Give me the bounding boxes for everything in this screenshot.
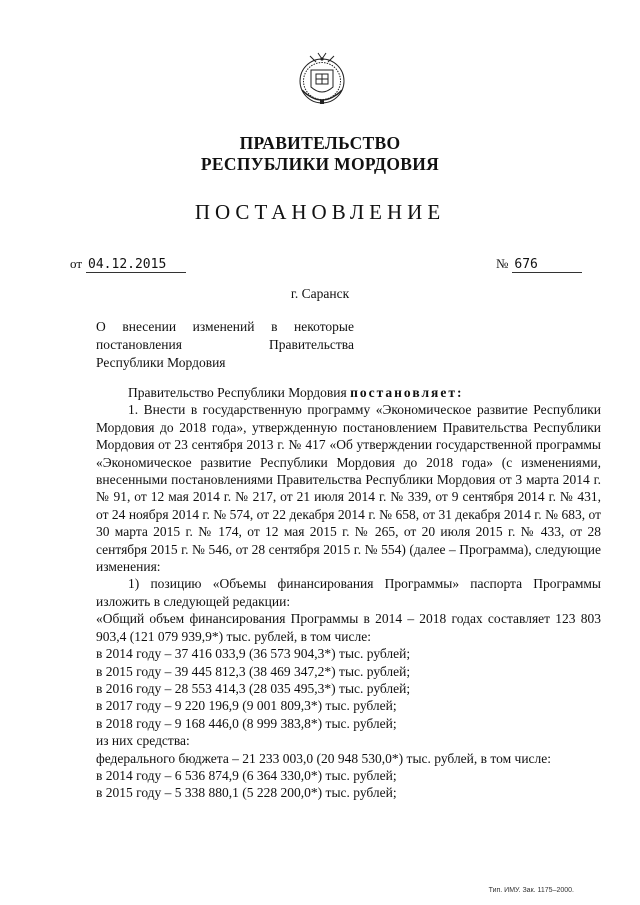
preamble — [96, 384, 601, 401]
preamble-decision: постановляет: — [350, 385, 464, 400]
city: г. Саранск — [290, 286, 350, 301]
federal-budget-line: федерального бюджета – 21 233 003,0 (20 948 530,0*) тыс. рублей, в том числе: — [96, 750, 552, 766]
print-mark: Тип. ИМУ. Зак. 1175–2000. — [488, 887, 574, 894]
funding-year-line: в 2017 году – 9 220 196,9 (9 001 809,3*) тыс. рублей; — [96, 698, 397, 714]
date-line — [70, 256, 186, 273]
funding-year-line: в 2018 году – 9 168 446,0 (8 999 383,8*) тыс. рублей; — [96, 715, 397, 731]
subject-line: О внесении изменений в некоторые — [96, 319, 354, 334]
date-prefix: от — [70, 256, 83, 271]
document-number: 676 — [512, 257, 582, 273]
paragraph-total-funding: «Общий объем финансирования Программы в 2014 – 2018 годах составляет 123 803 903,4 (121 079 939,9*) тыс. рублей, в том числе: — [96, 611, 601, 644]
document-body — [96, 384, 601, 802]
organization-name-line1: ПРАВИТЕЛЬСТВО — [239, 133, 401, 153]
paragraph-1: 1. Внести в государственную программу «Экономическое развитие Республики Мордовия до 2018 года», утвержденную постановлением Правительства Республики Мордовия от 23 сентября 2013 г. № 417 «Об утверждении государственной программы «Экономическое развитие Республики Мордовия до 2018 года» (с изменениями, внесенными постановлениями Правительства Республики Мордовия от 3 марта 2014 г. № 91, от 12 мая 2014 г. № 217, от 21 июля 2014 г. № 339, от 9 сентября 2014 г. № 431, от 24 ноября 2014 г. № 574, от 22 декабря 2014 г. № 658, от 31 декабря 2014 г. № 683, от 30 марта 2015 г. № 174, от 12 мая 2015 г. № 265, от 20 июля 2015 г. № 433, от 28 сентября 2015 г. № 546, от 28 сентября 2015 г. № 554) (далее – Программа), следующие изменения: — [96, 402, 601, 575]
number-line — [496, 256, 582, 273]
number-prefix: № — [496, 256, 509, 271]
preamble-text: Правительство Республики Мордовия — [128, 385, 347, 400]
paragraph-2: 1) позицию «Объемы финансирования Программы» паспорта Программы изложить в следующей редакции: — [96, 576, 601, 609]
mordovia-coat-of-arms-icon — [296, 50, 348, 108]
funding-year-line: в 2016 году – 28 553 414,3 (28 035 495,3*) тыс. рублей; — [96, 680, 411, 696]
funding-year-line: в 2015 году – 39 445 812,3 (38 469 347,2*) тыс. рублей; — [96, 663, 411, 679]
subject-line: Республики Мордовия — [96, 355, 226, 370]
funding-sources-label: из них средства: — [96, 733, 190, 749]
subject-line: постановления Правительства — [96, 337, 354, 352]
funding-year-line: в 2014 году – 37 416 033,9 (36 573 904,3*) тыс. рублей; — [96, 646, 411, 662]
document-date: 04.12.2015 — [86, 257, 186, 273]
document-subject — [96, 318, 354, 372]
document-type-title: ПОСТАНОВЛЕНИЕ — [194, 200, 446, 224]
organization-name-line2: РЕСПУБЛИКИ МОРДОВИЯ — [200, 154, 440, 174]
federal-year-line: в 2015 году – 5 338 880,1 (5 228 200,0*) тыс. рублей; — [96, 785, 397, 801]
federal-year-line: в 2014 году – 6 536 874,9 (6 364 330,0*) тыс. рублей; — [96, 767, 397, 783]
